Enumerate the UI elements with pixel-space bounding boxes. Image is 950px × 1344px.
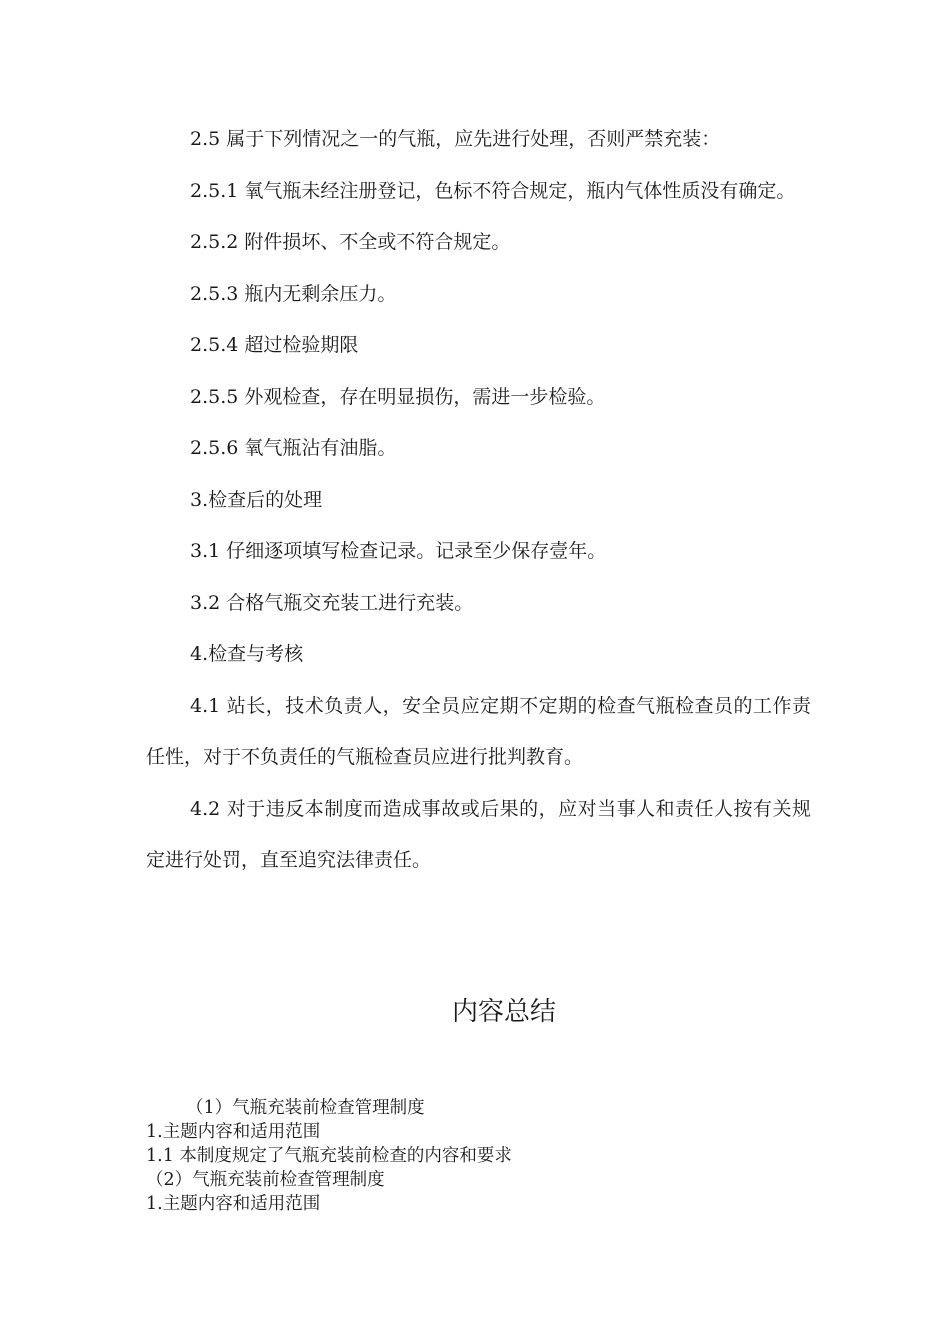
- paragraph-2-5-4: 2.5.4 超过检验期限: [190, 334, 359, 356]
- paragraph-2-5-1: 2.5.1 氧气瓶未经注册登记，色标不符合规定，瓶内气体性质没有确定。: [190, 179, 796, 202]
- paragraph-2-5-6: 2.5.6 氧气瓶沾有油脂。: [190, 437, 397, 459]
- paragraph-4-1: 4.1 站长，技术负责人，安全员应定期不定期的检查气瓶检查员的工作责任性，对于不负责任的气瓶检查员应进行批判教育。: [146, 694, 811, 768]
- paragraph-3-2: 3.2 合格气瓶交充装工进行充装。: [190, 591, 474, 614]
- section-heading-4: 4.检查与考核: [190, 643, 304, 665]
- summary-line: （2）气瓶充装前检查管理制度: [146, 1170, 385, 1190]
- summary-line: 1.主题内容和适用范围: [146, 1122, 321, 1142]
- paragraph-3-1: 3.1 仔细逐项填写检查记录。记录至少保存壹年。: [190, 540, 607, 562]
- summary-title: 内容总结: [451, 997, 556, 1027]
- document-body: [146, 114, 811, 887]
- paragraph-2-5-2: 2.5.2 附件损坏、不全或不符合规定。: [190, 231, 511, 253]
- summary-line: （1）气瓶充装前检查管理制度: [186, 1098, 425, 1118]
- paragraph-4-2: 4.2 对于违反本制度而造成事故或后果的，应对当事人和责任人按有关规定进行处罚，直至追究法律责任。: [146, 797, 811, 871]
- summary-line: 1.1 本制度规定了气瓶充装前检查的内容和要求: [146, 1146, 512, 1166]
- summary-line: 1.主题内容和适用范围: [146, 1194, 321, 1214]
- paragraph-2-5: 2.5 属于下列情况之一的气瓶，应先进行处理，否则严禁充装：: [190, 128, 721, 150]
- paragraph-2-5-5: 2.5.5 外观检查，存在明显损伤，需进一步检验。: [190, 385, 606, 408]
- section-heading-3: 3.检查后的处理: [190, 488, 323, 511]
- summary-section: [146, 1096, 846, 1216]
- paragraph-2-5-3: 2.5.3 瓶内无剩余压力。: [190, 282, 397, 305]
